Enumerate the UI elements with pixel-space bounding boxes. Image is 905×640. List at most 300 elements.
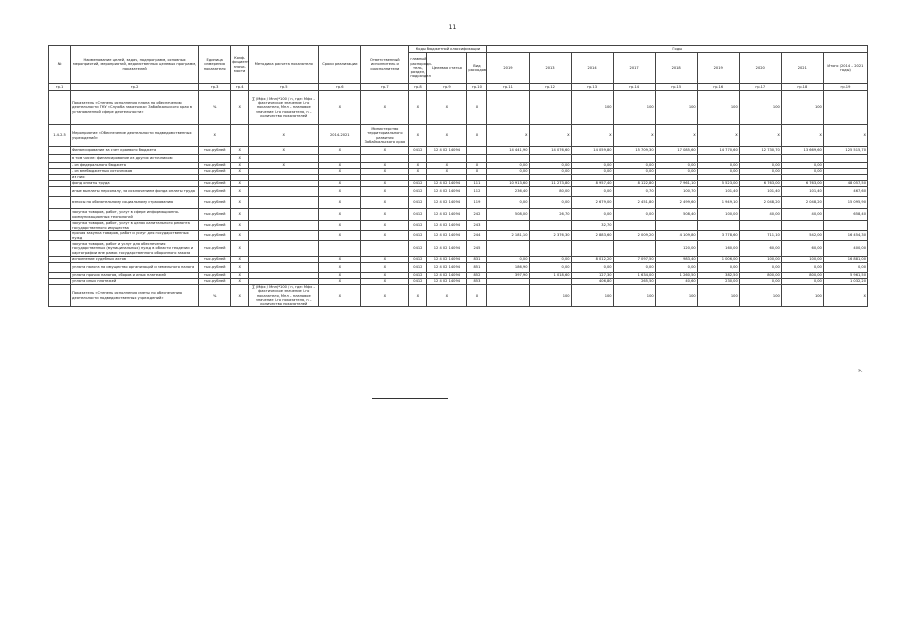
cell-type: 112 (467, 187, 487, 197)
header-year: 2014 (571, 53, 613, 84)
cell-value: 800,00 (781, 273, 823, 279)
cell-value: 100 (529, 285, 571, 307)
cell-type (467, 155, 487, 163)
cell-type: 245 (467, 241, 487, 257)
header-term: Сроки реализации (319, 46, 361, 84)
cell-no (49, 147, 71, 155)
cell-method (249, 221, 319, 231)
table-row (49, 187, 868, 197)
cell-method (249, 209, 319, 221)
table-row (49, 231, 868, 241)
cell-value: 101,40 (781, 187, 823, 197)
cell-value: 16 454,30 (823, 231, 867, 241)
cell-value: Х (739, 125, 781, 147)
cell-name: закупка товаров, работ, услуг в сфере информационно-коммуникационных технологий (71, 209, 199, 221)
cell-sec: 0412 (409, 279, 427, 285)
cell-term: Х (319, 163, 361, 169)
cell-value: 0,00 (529, 163, 571, 169)
header-year: 2018 (655, 53, 697, 84)
cell-name: уплата прочих налогов, сборов и иных платежей (71, 273, 199, 279)
cell-value: 100 (571, 91, 613, 125)
cell-no (49, 231, 71, 241)
cell-value: 0,00 (613, 263, 655, 273)
cell-value: 2 679,00 (571, 197, 613, 209)
cell-value: 0,00 (487, 163, 529, 169)
cell-unit: тыс.рублей (199, 273, 231, 279)
cell-value: 101,40 (697, 187, 739, 197)
cell-value: 100,00 (697, 209, 739, 221)
cell-value: 0,00 (571, 163, 613, 169)
cell-value: 100 (613, 285, 655, 307)
cell-no (49, 285, 71, 307)
column-number: гр.8 (409, 84, 427, 91)
column-number: гр.12 (529, 84, 571, 91)
cell-exec: Министерство территориального развития Забайкальского края (361, 125, 409, 147)
cell-sec: 0412 (409, 209, 427, 221)
column-number: гр.19 (823, 84, 867, 91)
cell-target: 12 4 02 14094 (427, 273, 467, 279)
cell-value (613, 155, 655, 163)
cell-value: 127,30 (571, 273, 613, 279)
table-row (49, 285, 868, 307)
cell-exec: Х (361, 163, 409, 169)
cell-value (823, 221, 867, 231)
cell-value: 26,70 (529, 209, 571, 221)
cell-type: 852 (467, 273, 487, 279)
cell-value: 406,80 (571, 279, 613, 285)
cell-exec: Х (361, 187, 409, 197)
header-year: 2013 (529, 53, 571, 84)
cell-value: 0,00 (739, 169, 781, 175)
cell-value: 2 883,60 (571, 231, 613, 241)
cell-value: 14 770,60 (697, 147, 739, 155)
cell-term: Х (319, 209, 361, 221)
cell-value: 2 181,10 (487, 231, 529, 241)
column-number: гр.16 (697, 84, 739, 91)
cell-value (487, 91, 529, 125)
cell-unit: % (199, 91, 231, 125)
cell-value: 11 273,80 (529, 181, 571, 187)
cell-sec: Х (409, 169, 427, 175)
cell-coef: Х (231, 263, 249, 273)
cell-unit: тыс.рублей (199, 231, 231, 241)
cell-unit: тыс.рублей (199, 181, 231, 187)
cell-value: 0,00 (781, 263, 823, 273)
cell-value: Х (697, 125, 739, 147)
cell-value: 6 763,00 (739, 181, 781, 187)
cell-name: - из федерального бюджета (71, 163, 199, 169)
cell-value (529, 241, 571, 257)
column-numbers-row (49, 84, 868, 91)
cell-term: Х (319, 263, 361, 273)
cell-target: 12 4 02 14094 (427, 181, 467, 187)
cell-no (49, 197, 71, 209)
cell-coef (231, 125, 249, 147)
cell-name: уплата иных платежей (71, 279, 199, 285)
cell-term: Х (319, 197, 361, 209)
cell-value: 711,10 (739, 231, 781, 241)
cell-value (571, 155, 613, 163)
cell-type: Х (467, 91, 487, 125)
cell-value: 100 (739, 91, 781, 125)
cell-coef: Х (231, 197, 249, 209)
cell-value (487, 285, 529, 307)
cell-type: 851 (467, 263, 487, 273)
cell-target: 12 4 02 14094 (427, 241, 467, 257)
cell-coef: Х (231, 169, 249, 175)
cell-unit: тыс.рублей (199, 169, 231, 175)
cell-term: Х (319, 231, 361, 241)
cell-coef: Х (231, 257, 249, 263)
cell-term: Х (319, 187, 361, 197)
column-number: гр.18 (781, 84, 823, 91)
header-years-label: Годы (487, 46, 868, 53)
cell-term: Х (319, 221, 361, 231)
cell-value: 7 961,10 (655, 181, 697, 187)
cell-exec: Х (361, 273, 409, 279)
cell-value: 14 076,60 (529, 147, 571, 155)
cell-value: 0,00 (655, 169, 697, 175)
cell-sec: 0412 (409, 241, 427, 257)
cell-value: 0,00 (613, 163, 655, 169)
column-number: гр.3 (199, 84, 231, 91)
column-number: гр.15 (655, 84, 697, 91)
cell-term (319, 241, 361, 257)
column-number: гр.13 (571, 84, 613, 91)
cell-value: 10 913,60 (487, 181, 529, 187)
cell-value: 100,70 (655, 187, 697, 197)
cell-name: Финансирование за счет краевого бюджета (71, 147, 199, 155)
cell-value: Х (487, 125, 529, 147)
cell-no (49, 187, 71, 197)
cell-name: закупка товаров, работ, услуг в целях капитального ремонта государственного имущества (71, 221, 199, 231)
cell-value: Х (823, 125, 867, 147)
cell-value: 0,00 (781, 279, 823, 285)
cell-value: Х (655, 125, 697, 147)
cell-coef: Х (231, 187, 249, 197)
cell-value: 1 634,00 (613, 273, 655, 279)
cell-value: 1 949,10 (697, 197, 739, 209)
cell-term: Х (319, 169, 361, 175)
cell-value: 5 961,50 (823, 273, 867, 279)
cell-sec: 0412 (409, 187, 427, 197)
cell-name: иные выплаты персоналу, за исключением фонда оплаты труда (71, 187, 199, 197)
table-row (49, 241, 868, 257)
cell-sec: 0412 (409, 257, 427, 263)
cell-method: Х (249, 163, 319, 169)
cell-value: 0,00 (697, 163, 739, 169)
column-number: гр.2 (71, 84, 199, 91)
column-number: гр.4 (231, 84, 249, 91)
cell-coef: Х (231, 181, 249, 187)
cell-value: 0,00 (739, 279, 781, 285)
cell-value: 120,00 (655, 241, 697, 257)
cell-value: 100 (697, 91, 739, 125)
cell-value: 12 730,70 (739, 147, 781, 155)
cell-type: Х (467, 125, 487, 147)
cell-sec: Х (409, 285, 427, 307)
cell-type: 831 (467, 257, 487, 263)
cell-value: 100 (571, 285, 613, 307)
cell-value: 397,90 (487, 273, 529, 279)
cell-no: 1.4.2.5 (49, 125, 71, 147)
cell-value (487, 221, 529, 231)
cell-value: 0,00 (739, 163, 781, 169)
cell-target: 12 4 02 14094 (427, 221, 467, 231)
cell-value (823, 91, 867, 125)
header-year: 2019 (487, 53, 529, 84)
cell-sec: 0412 (409, 181, 427, 187)
cell-value: Х (781, 125, 823, 147)
cell-exec (361, 155, 409, 163)
column-number: гр.17 (739, 84, 781, 91)
cell-name: из них: (71, 175, 199, 181)
cell-value: 0,00 (613, 209, 655, 221)
cell-value: 0,00 (571, 209, 613, 221)
cell-value: 0,00 (655, 163, 697, 169)
cell-exec (361, 241, 409, 257)
cell-value: 508,00 (487, 209, 529, 221)
cell-type: 242 (467, 209, 487, 221)
cell-value: 3 778,60 (697, 231, 739, 241)
cell-target: 12 4 02 14094 (427, 209, 467, 221)
cell-name: фонд оплаты труда (71, 181, 199, 187)
program-table (48, 45, 868, 307)
cell-value: 265,50 (613, 279, 655, 285)
cell-target: Х (427, 91, 467, 125)
cell-type: Х (467, 285, 487, 307)
cell-type: 853 (467, 279, 487, 285)
cell-no (49, 91, 71, 125)
end-mark: ». (858, 368, 863, 374)
cell-value: 800,00 (739, 273, 781, 279)
cell-name: взносы по обязательному социальному страхованию (71, 197, 199, 209)
cell-value: 4 109,80 (655, 231, 697, 241)
cell-coef: Х (231, 147, 249, 155)
header-name: Наименование целей, задач, подпрограмм, основных мероприятий, мероприятий, ведомственных целевых программ, показателей (71, 46, 199, 84)
cell-value: 0,70 (613, 187, 655, 197)
cell-name: уплата налога на имущество организаций и земельного налога (71, 263, 199, 273)
cell-value: 467,60 (823, 187, 867, 197)
cell-value: 100,00 (739, 257, 781, 263)
cell-method: ∑ (Мфх / Мпл)*100 / n, где: Мфх – фактическое значение i-го показателя, Мпл – плановое значение i-го показателя, n – количество показателей (249, 91, 319, 125)
cell-value: 2 499,60 (655, 197, 697, 209)
header-method: Методика расчета показателя (249, 46, 319, 84)
cell-value (781, 155, 823, 163)
cell-value: 100 (613, 91, 655, 125)
cell-value: 1 260,50 (655, 273, 697, 279)
cell-sec: Х (409, 125, 427, 147)
cell-no (49, 155, 71, 163)
cell-value: 32,70 (571, 221, 613, 231)
table-row (49, 221, 868, 231)
cell-target: 12 4 02 14094 (427, 263, 467, 273)
cell-value: 186,90 (487, 263, 529, 273)
cell-exec: Х (361, 263, 409, 273)
cell-value (781, 221, 823, 231)
cell-value: 16 881,00 (823, 257, 867, 263)
cell-value: 2 376,30 (529, 231, 571, 241)
cell-type: 244 (467, 231, 487, 241)
table-row (49, 147, 868, 155)
cell-value: 15 095,90 (823, 197, 867, 209)
cell-value: 0,00 (571, 263, 613, 273)
cell-value (697, 155, 739, 163)
cell-value: 2 451,80 (613, 197, 655, 209)
cell-value: 1 006,00 (697, 257, 739, 263)
cell-sec: 0412 (409, 263, 427, 273)
table-row (49, 155, 868, 163)
cell-name: исполнение судебных актов (71, 257, 199, 263)
header-no: № (49, 46, 71, 84)
cell-value (823, 155, 867, 163)
cell-value: 80,00 (529, 187, 571, 197)
cell-sec: 0412 (409, 221, 427, 231)
cell-exec: Х (361, 279, 409, 285)
cell-value: 0,00 (571, 187, 613, 197)
cell-no (49, 241, 71, 257)
cell-value: Х (571, 125, 613, 147)
cell-type (467, 147, 487, 155)
cell-type: 111 (467, 181, 487, 187)
cell-exec: Х (361, 221, 409, 231)
column-number: гр.10 (467, 84, 487, 91)
table-body (49, 84, 868, 307)
cell-value (739, 155, 781, 163)
cell-value: 0,00 (529, 257, 571, 263)
table-row (49, 197, 868, 209)
cell-type: Х (467, 169, 487, 175)
cell-sec (409, 155, 427, 163)
cell-coef: Х (231, 273, 249, 279)
cell-coef: Х (231, 155, 249, 163)
cell-value: 100 (739, 285, 781, 307)
header-unit: Единица измерения показателя (199, 46, 231, 84)
cell-method: Х (249, 125, 319, 147)
column-number: гр.14 (613, 84, 655, 91)
cell-value: Х (823, 285, 867, 307)
table-row (49, 125, 868, 147)
cell-value: 160,00 (697, 241, 739, 257)
cell-value: 0,00 (823, 263, 867, 273)
cell-exec: Х (361, 285, 409, 307)
cell-unit (199, 155, 231, 163)
cell-value: 0,00 (739, 263, 781, 273)
cell-method (249, 155, 319, 163)
cell-unit: тыс.рублей (199, 187, 231, 197)
cell-value: 5 523,00 (697, 181, 739, 187)
cell-value: 100 (781, 285, 823, 307)
header-year: 2021 (781, 53, 823, 84)
cell-value: 8 012,20 (571, 257, 613, 263)
cell-sec: 0412 (409, 147, 427, 155)
cell-value: 40,00 (739, 209, 781, 221)
cell-target: Х (427, 125, 467, 147)
cell-value: 60,00 (781, 241, 823, 257)
cell-sec: 0412 (409, 273, 427, 279)
cell-value: 6 763,00 (781, 181, 823, 187)
table-row (49, 209, 868, 221)
cell-no (49, 221, 71, 231)
cell-unit: тыс.рублей (199, 279, 231, 285)
header-section: главный распоряди-тель, раздел, подраздел (409, 53, 427, 84)
cell-sec: 0412 (409, 197, 427, 209)
cell-target: 12 4 02 14094 (427, 147, 467, 155)
cell-value: 542,00 (781, 231, 823, 241)
cell-value: 0,00 (487, 169, 529, 175)
cell-value: 508,40 (655, 209, 697, 221)
cell-value: 0,00 (487, 257, 529, 263)
cell-term: Х (319, 273, 361, 279)
column-number: гр.6 (319, 84, 361, 91)
header-coef: Коэф-фициент значи-мости (231, 46, 249, 84)
cell-name: Показатель «Степень исполнения сметы по обеспечению деятельности подведомственных учреждений» (71, 285, 199, 307)
separator-line (372, 398, 448, 399)
cell-value: 40,60 (655, 279, 697, 285)
cell-method: Х (249, 147, 319, 155)
cell-value: 0,00 (529, 197, 571, 209)
cell-value: 230,00 (697, 279, 739, 285)
cell-value: 0,00 (529, 263, 571, 273)
cell-value: 7 097,50 (613, 257, 655, 263)
cell-value: 0,00 (487, 197, 529, 209)
header-expense-type: Вид расходов (467, 53, 487, 84)
cell-target: 12 4 02 14094 (427, 187, 467, 197)
cell-value: 1 018,60 (529, 273, 571, 279)
cell-coef: Х (231, 209, 249, 221)
cell-value: Х (613, 125, 655, 147)
cell-sec: Х (409, 163, 427, 169)
column-number: гр.1 (49, 84, 71, 91)
cell-method (249, 197, 319, 209)
cell-value: 100 (655, 91, 697, 125)
cell-method (249, 187, 319, 197)
cell-value (529, 221, 571, 231)
cell-value: 0,00 (781, 163, 823, 169)
header-year: 2020 (739, 53, 781, 84)
cell-value: 14 059,80 (571, 147, 613, 155)
cell-target: 12 4 02 14094 (427, 197, 467, 209)
cell-value: 8 957,40 (571, 181, 613, 187)
cell-value: 8 122,80 (613, 181, 655, 187)
cell-value: 0,00 (697, 263, 739, 273)
cell-value: 101,40 (739, 187, 781, 197)
cell-name: - из внебюджетных источников (71, 169, 199, 175)
cell-value (529, 91, 571, 125)
cell-name: закупка товаров, работ и услуг для обеспечения государственных (муниципальных) нужд в области геодезии и картографии вне рамок государственного оборонного заказа (71, 241, 199, 257)
cell-term: Х (319, 181, 361, 187)
cell-name: прочая закупка товаров, работ и услуг для государственных нужд (71, 231, 199, 241)
cell-coef: Х (231, 91, 249, 125)
cell-name: Мероприятие «Обеспечение деятельности подведомственных учреждений» (71, 125, 199, 147)
cell-unit: тыс.рублей (199, 197, 231, 209)
cell-exec: Х (361, 169, 409, 175)
cell-value: 0,00 (529, 169, 571, 175)
table-row (49, 263, 868, 273)
cell-exec: Х (361, 91, 409, 125)
cell-target: Х (427, 285, 467, 307)
cell-coef: Х (231, 163, 249, 169)
cell-value: 0,00 (655, 263, 697, 273)
cell-unit: Х (199, 125, 231, 147)
cell-value (487, 155, 529, 163)
column-number: гр.11 (487, 84, 529, 91)
cell-target: Х (427, 169, 467, 175)
cell-value: 2 048,20 (739, 197, 781, 209)
cell-method (249, 241, 319, 257)
cell-unit: % (199, 285, 231, 307)
column-number: гр.7 (361, 84, 409, 91)
